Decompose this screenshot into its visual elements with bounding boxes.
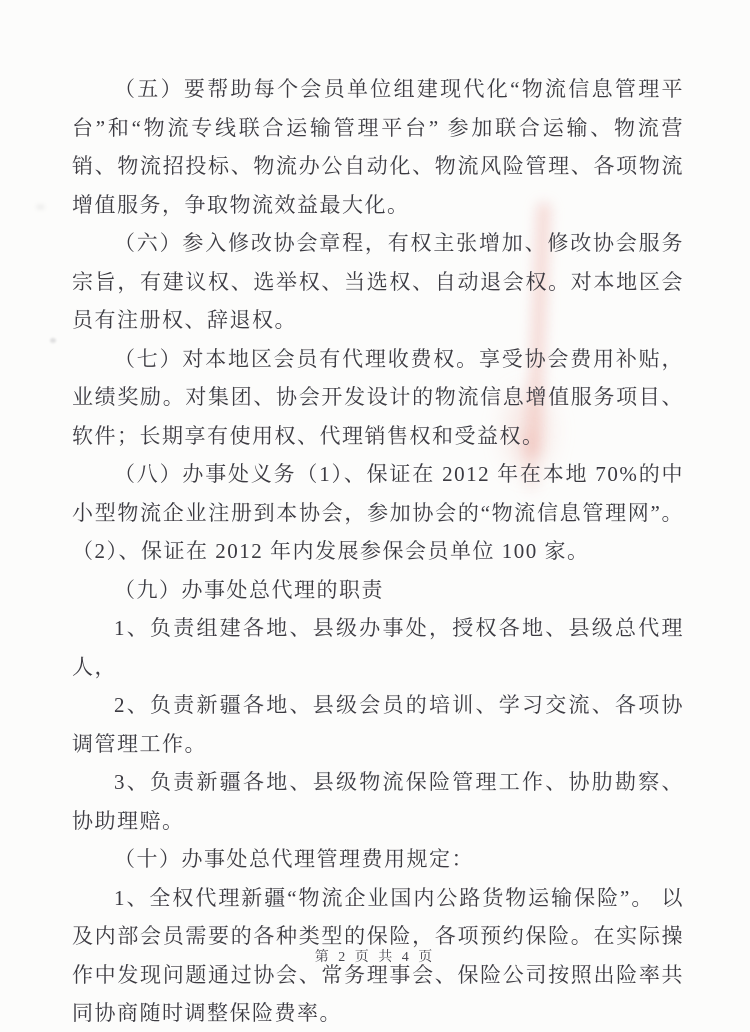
clause-7: （七）对本地区会员有代理收费权。享受协会费用补贴，业绩奖励。对集团、协会开发设计的物流信息增值服务项目、软件；长期享有使用权、代理销售权和受益权。: [72, 346, 684, 448]
scan-speck: [50, 338, 56, 343]
clause-10-item-1: 1、全权代理新疆“物流企业国内公路货物运输保险”。 以及内部会员需要的各种类型的保险，各项预约保险。在实际操作中发现问题通过协会、常务理事会、保险公司按照出险率共同协商随时调整保险费率。: [72, 885, 684, 1025]
clause-8: （八）办事处义务（1）、保证在 2012 年在本地 70%的中小型物流企业注册到本协会，参加协会的“物流信息管理网”。（2）、保证在 2012 年内发展参保会员单位 100 家。: [72, 462, 684, 563]
clause-9-item-1: 1、负责组建各地、县级办事处，授权各地、县级总代理人，: [72, 616, 684, 679]
clause-9-item-2: 2、负责新疆各地、县级会员的培训、学习交流、各项协调管理工作。: [72, 693, 684, 756]
clause-5: （五）要帮助每个会员单位组建现代化“物流信息管理平台”和“物流专线联合运输管理平台” 参加联合运输、物流营销、物流招投标、物流办公自动化、物流风险管理、各项物流增值服务，争取物流效益最大化。: [72, 77, 684, 217]
document-body: [72, 70, 684, 1032]
page-number: 第 2 页 共 4 页: [314, 950, 436, 965]
scan-speck: [36, 204, 45, 210]
clause-6: （六）参入修改协会章程，有权主张增加、修改协会服务宗旨，有建议权、选举权、当选权、自动退会权。对本地区会员有注册权、辞退权。: [72, 231, 684, 332]
clause-10-heading: （十）办事处总代理管理费用规定：: [114, 847, 474, 871]
clause-9-heading: （九）办事处总代理的职责: [114, 577, 384, 602]
clause-9-item-3: 3、负责新疆各地、县级物流保险管理工作、协肋勘察、协助理赔。: [72, 770, 684, 833]
